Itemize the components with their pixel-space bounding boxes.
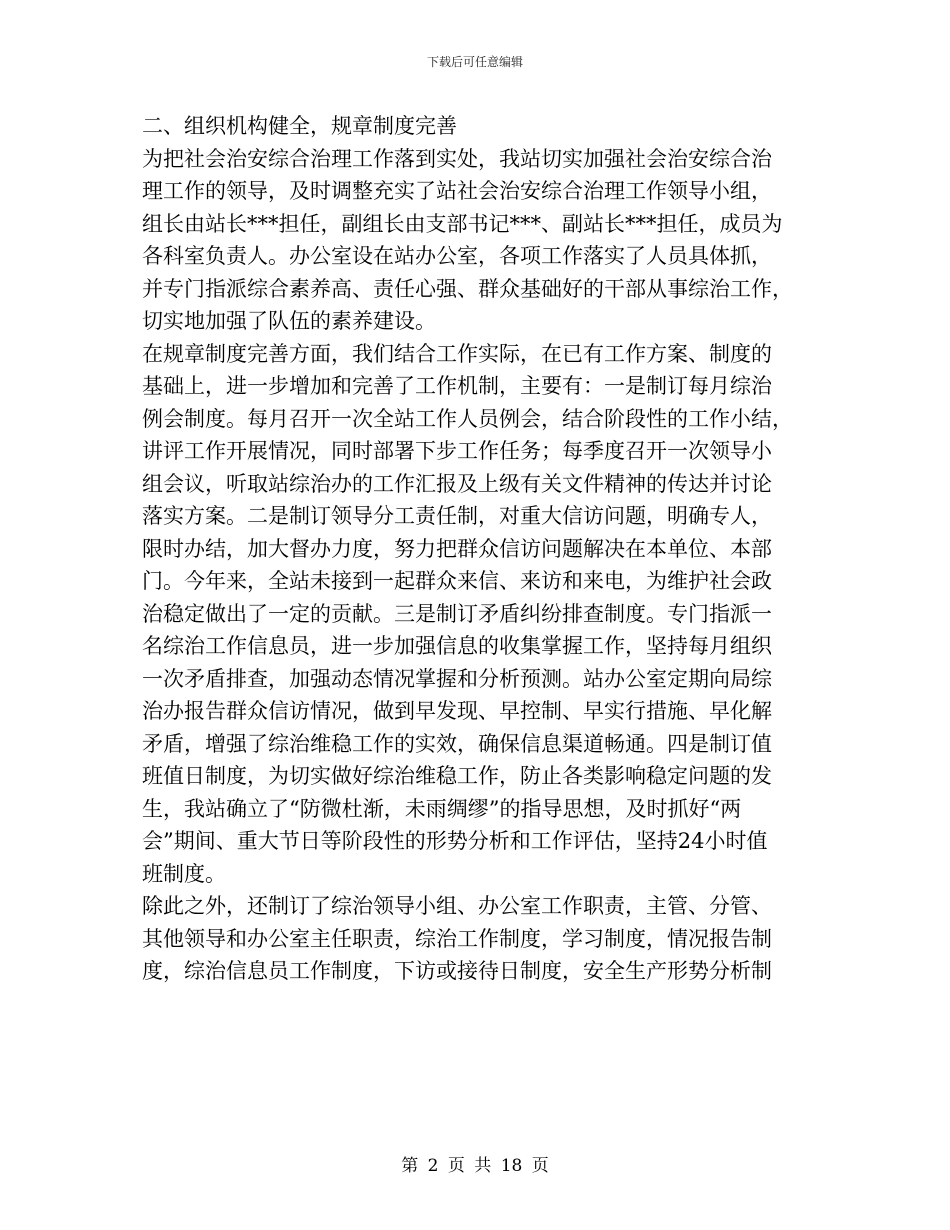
- body-line: 并专门指派综合素养高、责任心强、群众基础好的干部从事综治工作，: [142, 276, 793, 301]
- body-line: 各科室负责人。办公室设在站办公室，各项工作落实了人员具体抓，: [142, 244, 772, 268]
- body-line: 例会制度。每月召开一次全站工作人员例会，结合阶段性的工作小结，: [142, 406, 793, 431]
- body-line: 除此之外，还制订了综治领导小组、办公室工作职责，主管、分管、: [142, 894, 772, 918]
- body-line: 度，综治信息员工作制度，下访或接待日制度，安全生产形势分析制: [142, 959, 772, 983]
- body-line: 班制度。: [142, 861, 226, 886]
- body-line: 组长由站长***担任，副组长由支部书记***、副站长***担任，成员为: [142, 211, 783, 236]
- page-header-note: 下载后可任意编辑: [426, 55, 523, 69]
- body-line: 矛盾，增强了综治维稳工作的实效，确保信息渠道畅通。四是制订值: [142, 731, 772, 756]
- body-line: 在规章制度完善方面，我们结合工作实际，在已有工作方案、制度的: [142, 341, 772, 366]
- body-line: 基础上，进一步增加和完善了工作机制，主要有：一是制订每月综治: [142, 374, 772, 398]
- body-line: 切实地加强了队伍的素养建设。: [142, 309, 436, 333]
- body-line: 落实方案。二是制订领导分工责任制，对重大信访问题，明确专人，: [142, 504, 772, 528]
- body-line: 限时办结，加大督办力度，努力把群众信访问题解决在本单位、本部: [142, 536, 772, 561]
- body-line: 一次矛盾排查，加强动态情况掌握和分析预测。站办公室定期向局综: [142, 666, 772, 691]
- body-line: 门。今年来，全站未接到一起群众来信、来访和来电，为维护社会政: [142, 569, 772, 593]
- body-line: 治办报告群众信访情况，做到早发现、早控制、早实行措施、早化解: [142, 699, 772, 723]
- body-line: 组会议，听取站综治办的工作汇报及上级有关文件精神的传达并讨论: [142, 471, 772, 496]
- body-line: 名综治工作信息员，进一步加强信息的收集掌握工作，坚持每月组织: [142, 634, 772, 658]
- page-number-footer: 第 2 页 共 18 页: [401, 1156, 549, 1176]
- body-line: 生，我站确立了“防微杜渐，未雨绸缪”的指导思想，及时抓好“两: [142, 796, 742, 821]
- document-body: [142, 110, 818, 988]
- body-line: 会”期间、重大节日等阶段性的形势分析和工作评估，坚持24小时值: [142, 829, 768, 853]
- body-line: 为把社会治安综合治理工作落到实处，我站切实加强社会治安综合治: [142, 146, 772, 171]
- section-heading: 二、组织机构健全，规章制度完善: [142, 114, 457, 138]
- body-line: 讲评工作开展情况，同时部署下步工作任务；每季度召开一次领导小: [142, 439, 772, 463]
- body-line: 治稳定做出了一定的贡献。三是制订矛盾纠纷排查制度。专门指派一: [142, 601, 772, 626]
- body-line: 其他领导和办公室主任职责，综治工作制度，学习制度，情况报告制: [142, 926, 772, 951]
- body-line: 班值日制度，为切实做好综治维稳工作，防止各类影响稳定问题的发: [142, 764, 772, 788]
- body-line: 理工作的领导，及时调整充实了站社会治安综合治理工作领导小组，: [142, 179, 772, 203]
